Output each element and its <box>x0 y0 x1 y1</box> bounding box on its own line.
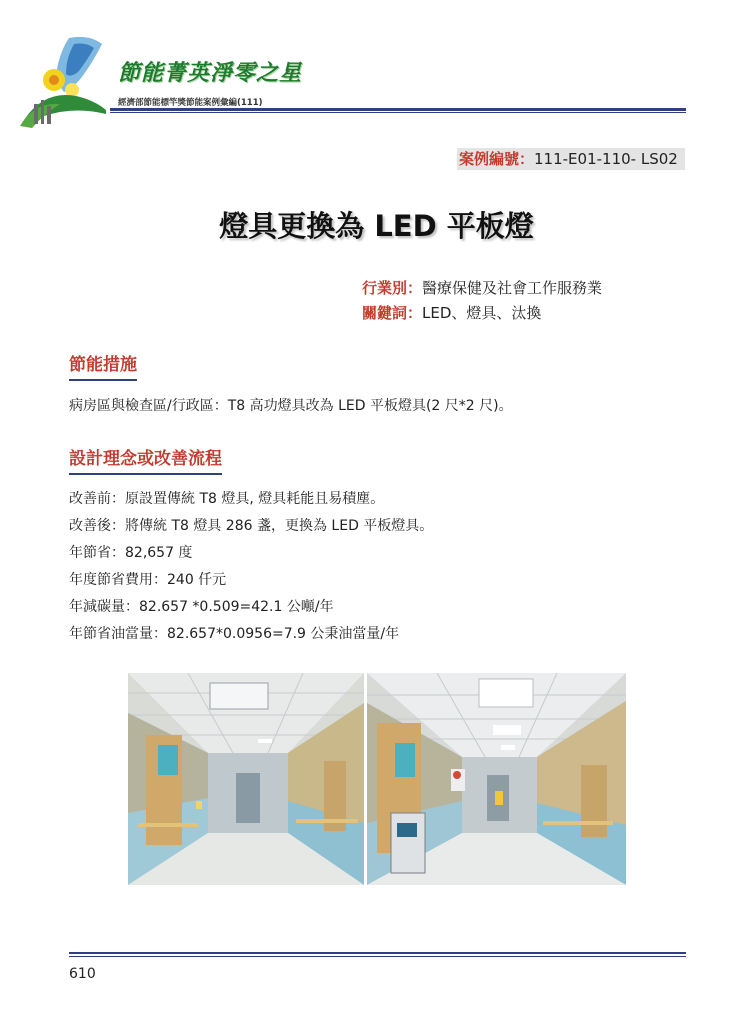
design-line: 改善後：將傳統 T8 燈具 286 盞，更換為 LED 平板燈具。 <box>69 518 434 534</box>
footer-rule <box>69 952 686 954</box>
page-title: 燈具更換為 LED 平板燈 <box>219 209 534 243</box>
industry-line <box>362 277 602 298</box>
header-rule <box>110 108 686 111</box>
design-line: 年節省油當量：82.657*0.0956=7.9 公秉油當量/年 <box>69 626 400 642</box>
header-rule-thin <box>110 112 686 113</box>
section-heading-design: 設計理念或改善流程 <box>69 444 222 475</box>
industry-value: 醫療保健及社會工作服務業 <box>422 279 603 297</box>
corridor-photo-before <box>128 673 364 885</box>
case-number-label: 案例編號： <box>459 150 535 168</box>
page-number: 610 <box>69 966 96 982</box>
logo-emblem <box>14 30 114 130</box>
keywords-line <box>362 302 541 323</box>
design-line: 年減碳量：82.657 *0.509=42.1 公噸/年 <box>69 599 334 615</box>
section-heading-measures: 節能措施 <box>69 350 137 381</box>
corridor-photo-after <box>367 673 626 885</box>
case-number-value: 111-E01-110- LS02 <box>534 150 678 168</box>
design-line: 改善前：原設置傳統 T8 燈具, 燈具耗能且易積塵。 <box>69 491 385 507</box>
design-line: 年節省：82,657 度 <box>69 545 193 561</box>
header-title: 節能菁英淨零之星 <box>118 60 303 86</box>
footer-rule-thin <box>69 956 686 957</box>
header-subtitle: 經濟部節能標竿獎節能案例彙編(111) <box>118 98 263 108</box>
keywords-label: 關鍵詞： <box>362 304 423 322</box>
page-header <box>0 0 753 140</box>
measures-text: 病房區與檢查區/行政區：T8 高功燈具改為 LED 平板燈具(2 尺*2 尺)。 <box>69 398 513 414</box>
case-number <box>457 148 685 170</box>
keywords-value: LED、燈具、汰換 <box>422 304 542 322</box>
industry-label: 行業別： <box>362 279 423 297</box>
design-line: 年度節省費用：240 仟元 <box>69 572 227 588</box>
